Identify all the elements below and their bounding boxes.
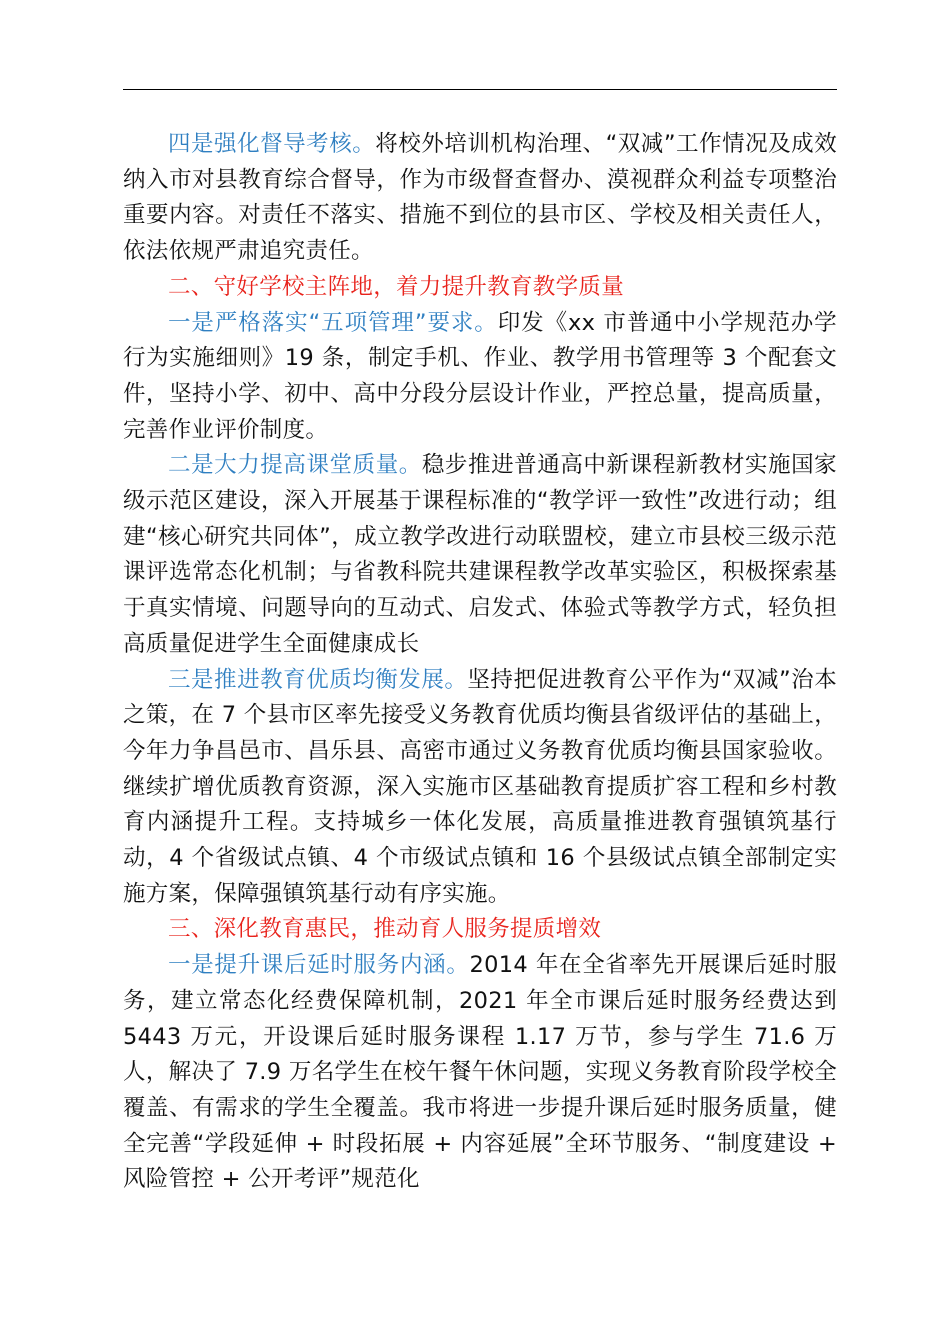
paragraph-five-management [123,306,837,449]
paragraph-text: 2014 年在全省率先开展课后延时服务，建立常态化经费保障机制，2021 年全市课后延时服务经费达到 5443 万元，开设课后延时服务课程 1.17 万节，参与学生 71.6 万人，解决了 7.9 万名学生在校午餐午休问题，实现义务教育阶段学校全覆盖、有需求的学生全覆盖。我市将进一步提升课后延时服务质量，健全完善“学段延伸 + 时段拓展 + 内容延展”全环节服务、“制度建设 + 风险管控 + 公开考评”规范化 [123,952,837,1193]
section-heading-2: 二、守好学校主阵地，着力提升教育教学质量 [168,273,625,300]
paragraph-balanced-development [123,663,837,913]
paragraph-classroom-quality [123,448,837,662]
paragraph-lead: 三是推进教育优质均衡发展。 [168,666,468,693]
paragraph-text: 印发《xx 市普通中小学规范办学行为实施细则》19 条，制定手机、作业、教学用书管理等 3 个配套文件，坚持小学、初中、高中分段分层设计作业，严控总量，提高质量，完善作业评价制度。 [123,309,837,443]
paragraph-after-school-service [123,948,837,1198]
paragraph-lead: 二是大力提高课堂质量。 [168,452,422,479]
document-body [123,127,837,1198]
paragraph-text: 将校外培训机构治理、“双减”工作情况及成效纳入市对县教育综合督导，作为市级督查督办、漠视群众利益专项整治重要内容。对责任不落实、措施不到位的县市区、学校及相关责任人，依法依规严肃追究责任。 [123,131,837,265]
paragraph-supervision [123,127,837,270]
paragraph-lead: 四是强化督导考核。 [168,131,376,157]
section-heading-3: 三、深化教育惠民，推动育人服务提质增效 [168,916,602,943]
paragraph-lead: 一是严格落实“五项管理”要求。 [168,309,498,336]
paragraph-text: 坚持把促进教育公平作为“双减”治本之策，在 7 个县市区率先接受义务教育优质均衡县省级评估的基础上，今年力争昌邑市、昌乐县、高密市通过义务教育优质均衡县国家验收。继续扩增优质教育资源，深入实施市区基础教育提质扩容工程和乡村教育内涵提升工程。支持城乡一体化发展，高质量推进教育强镇筑基行动，4 个省级试点镇、4 个市级试点镇和 16 个县级试点镇全部制定实施方案，保障强镇筑基行动有序实施。 [123,666,838,907]
paragraph-lead: 一是提升课后延时服务内涵。 [168,952,470,979]
header-rule [123,89,837,90]
paragraph-text: 稳步推进普通高中新课程新教材实施国家级示范区建设，深入开展基于课程标准的“教学评一致性”改进行动；组建“核心研究共同体”，成立教学改进行动联盟校，建立市县校三级示范课评选常态化机制；与省教科院共建课程教学改革实验区，积极探索基于真实情境、问题导向的互动式、启发式、体验式等教学方式，轻负担高质量促进学生全面健康成长 [123,452,837,657]
